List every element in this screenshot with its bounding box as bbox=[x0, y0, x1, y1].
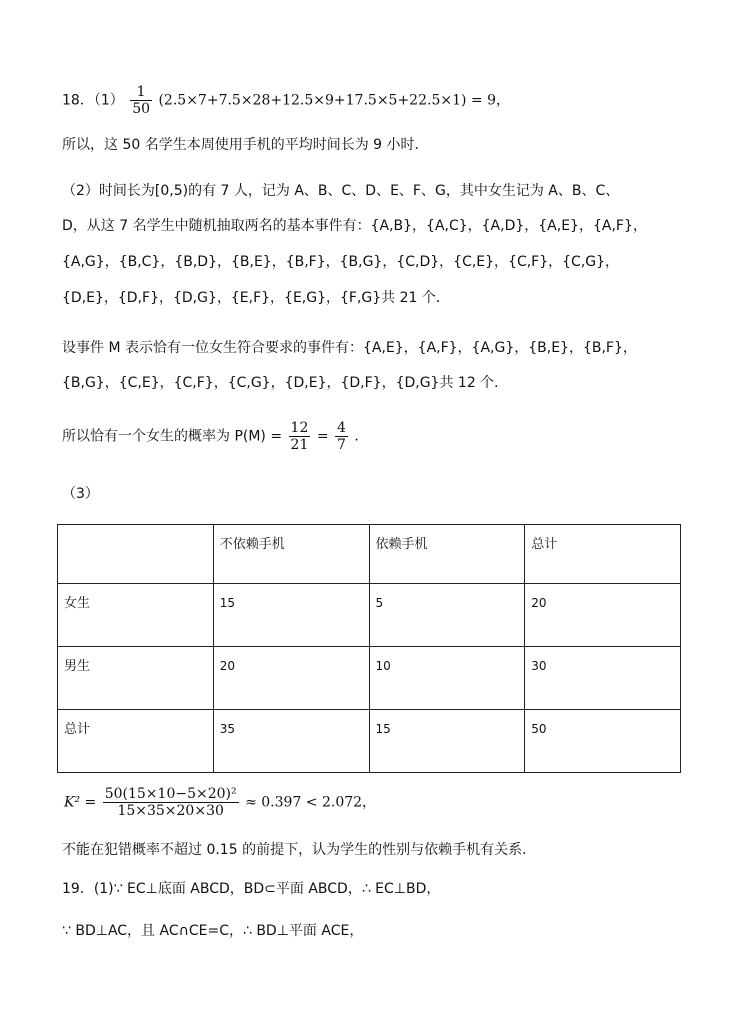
table-cell: 20 bbox=[525, 584, 681, 647]
q18-part1-prefix: 18．（1） bbox=[62, 92, 124, 109]
table-cell: 15 bbox=[369, 710, 525, 773]
k2-formula-line bbox=[64, 786, 376, 819]
q18-part1-fraction bbox=[130, 84, 152, 117]
q18-prob-end: ． bbox=[354, 428, 369, 445]
q18-part3-label: （3） bbox=[62, 486, 99, 502]
q18-part1-conclusion: 所以，这 50 名学生本周使用手机的平均时间长为 9 小时． bbox=[62, 137, 429, 153]
k2-numerator: 50(15×10−5×20)² bbox=[104, 786, 237, 802]
table-cell: 30 bbox=[525, 647, 681, 710]
q18-prob-frac2-den: 7 bbox=[337, 437, 346, 453]
table-cell: 35 bbox=[213, 710, 369, 773]
table-header-row bbox=[58, 525, 681, 584]
table-header-cell bbox=[58, 525, 214, 584]
q18-frac-numerator: 1 bbox=[130, 84, 152, 101]
q18-part2-line1: （2）时间长为[0,5)的有 7 人，记为 A、B、C、D、E、F、G，其中女生记为 A、B、C、 bbox=[62, 183, 620, 199]
q18-part1-expression: (2.5×7+7.5×28+12.5×9+17.5×5+22.5×1) = 9， bbox=[158, 92, 510, 109]
q18-part2-line3: {A,G}，{B,C}，{B,D}，{B,E}，{B,F}，{B,G}，{C,D}，{C,E}，{C,F}，{C,G}， bbox=[62, 254, 620, 270]
table-row-label: 总计 bbox=[58, 710, 214, 773]
q18-event-line2: {B,G}，{C,E}，{C,F}，{C,G}，{D,E}，{D,F}，{D,G}共 12 个． bbox=[62, 375, 509, 391]
q18-event-line1: 设事件 M 表示恰有一位女生符合要求的事件有：{A,E}，{A,F}，{A,G}，{B,E}，{B,F}， bbox=[62, 340, 637, 356]
contingency-table bbox=[57, 524, 681, 773]
table-row-label: 男生 bbox=[58, 647, 214, 710]
k2-conclusion: 不能在犯错概率不超过 0.15 的前提下，认为学生的性别与依赖手机有关系． bbox=[62, 842, 537, 858]
table-row bbox=[58, 710, 681, 773]
q18-prob-frac1-den: 21 bbox=[290, 437, 309, 453]
q18-frac-denominator: 50 bbox=[132, 101, 151, 117]
q18-prob-fraction-1 bbox=[289, 420, 311, 453]
q18-prob-prefix: 所以恰有一个女生的概率为 P(M) = bbox=[62, 428, 283, 445]
q18-part2-line4: {D,E}，{D,F}，{D,G}，{E,F}，{E,G}，{F,G}共 21 个． bbox=[62, 290, 450, 306]
table-cell: 50 bbox=[525, 710, 681, 773]
table-cell: 10 bbox=[369, 647, 525, 710]
q18-prob-equals: = bbox=[316, 428, 329, 445]
k2-denominator: 15×35×20×30 bbox=[117, 803, 224, 819]
table-header-cell: 依赖手机 bbox=[369, 525, 525, 584]
table-cell: 15 bbox=[213, 584, 369, 647]
k2-fraction bbox=[103, 786, 239, 819]
k2-rhs: ≈ 0.397 < 2.072， bbox=[245, 794, 377, 811]
table-row bbox=[58, 584, 681, 647]
q18-prob-frac1-num: 12 bbox=[290, 420, 309, 436]
table-row-label: 女生 bbox=[58, 584, 214, 647]
q19-line1: 19．(1)∵ EC⊥底面 ABCD，BD⊂平面 ABCD，∴ EC⊥BD， bbox=[62, 881, 441, 897]
table-cell: 20 bbox=[213, 647, 369, 710]
q18-probability-line bbox=[62, 420, 368, 453]
q18-prob-fraction-2 bbox=[335, 420, 348, 453]
table-cell: 5 bbox=[369, 584, 525, 647]
q18-part2-line2: D，从这 7 名学生中随机抽取两名的基本事件有：{A,B}，{A,C}，{A,D}，{A,E}，{A,F}， bbox=[62, 218, 647, 234]
k2-lhs: K² = bbox=[64, 794, 97, 811]
q19-line2: ∵ BD⊥AC，且 AC∩CE=C，∴ BD⊥平面 ACE， bbox=[62, 923, 364, 939]
table-row bbox=[58, 647, 681, 710]
q18-part1-line bbox=[62, 84, 510, 117]
table-header-cell: 不依赖手机 bbox=[213, 525, 369, 584]
table-header-cell: 总计 bbox=[525, 525, 681, 584]
q18-prob-frac2-num: 4 bbox=[337, 420, 346, 436]
